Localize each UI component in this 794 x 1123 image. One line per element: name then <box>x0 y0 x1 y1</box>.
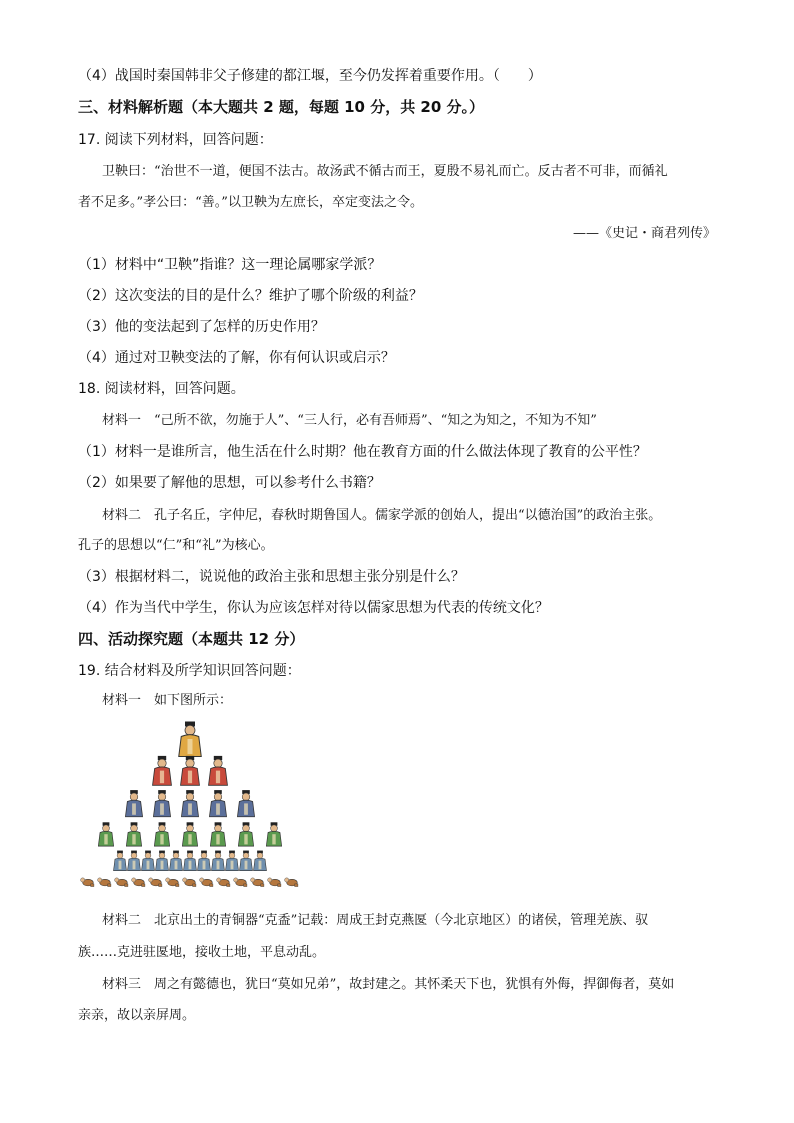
q17-item-2: （2）这次变法的目的是什么？维护了哪个阶级的利益？ <box>78 288 423 304</box>
q19-stem: 19. 结合材料及所学知识回答问题： <box>78 663 301 679</box>
q18-material-2-line-2: 孔子的思想以“仁”和“礼”为核心。 <box>78 538 274 553</box>
official-figure <box>209 790 226 817</box>
q17-item-4: （4）通过对卫鞅变法的了解，你有何认识或启示？ <box>78 350 395 366</box>
scholar-figure <box>154 822 169 846</box>
commoner-figure <box>240 851 253 871</box>
q19-material-1: 材料一 如下图所示： <box>102 693 233 708</box>
commoner-figure <box>170 851 183 871</box>
scholar-figure <box>266 822 281 846</box>
q17-material-line-2: 者不足多。”孝公曰：“善。”以卫鞅为左庶长，卒定变法之令。 <box>78 195 423 210</box>
official-figure <box>125 790 142 817</box>
noble-figure <box>181 756 200 785</box>
commoner-figure <box>128 851 141 871</box>
slave-figure <box>115 878 128 887</box>
commoner-figure <box>198 851 211 871</box>
q17-item-3: （3）他的变法起到了怎样的历史作用？ <box>78 319 325 335</box>
slave-figure <box>149 878 162 887</box>
slave-figure <box>200 878 213 887</box>
slave-figure <box>217 878 230 887</box>
slave-figure <box>81 878 94 887</box>
official-figure <box>153 790 170 817</box>
slave-figure <box>98 878 111 887</box>
slave-figure <box>285 878 298 887</box>
q18-item-2: （2）如果要了解他的思想，可以参考什么书籍？ <box>78 475 381 491</box>
commoner-figure <box>142 851 155 871</box>
q18-material-1: 材料一 “己所不欲，勿施于人”、“三人行，必有吾师焉”、“知之为知之，不知为不知” <box>102 413 597 428</box>
scholar-figure <box>238 822 253 846</box>
q19-material-2-line-2: 族……克进驻匽地，接收土地，平息动乱。 <box>78 945 326 960</box>
section-3-heading: 三、材料解析题（本大题共 2 题，每题 10 分，共 20 分。） <box>78 98 485 116</box>
section-4-heading: 四、活动探究题（本题共 12 分） <box>78 630 305 648</box>
scholar-figure <box>182 822 197 846</box>
scholar-figure <box>126 822 141 846</box>
q18-stem: 18. 阅读材料，回答问题。 <box>78 381 245 397</box>
q19-material-3-line-2: 亲亲，故以亲屏周。 <box>78 1008 196 1023</box>
scholar-figure <box>210 822 225 846</box>
q18-item-3: （3）根据材料二，说说他的政治主张和思想主张分别是什么？ <box>78 569 465 585</box>
official-figure <box>237 790 254 817</box>
scholar-figure <box>98 822 113 846</box>
official-figure <box>181 790 198 817</box>
commoner-figure <box>156 851 169 871</box>
q16-item-4: （4）战国时秦国韩非父子修建的都江堰，至今仍发挥着重要作用。（ ） <box>78 68 542 84</box>
q19-material-3-line-1: 材料三 周之有懿德也，犹曰“莫如兄弟”，故封建之。其怀柔天下也，犹惧有外侮，捍御侮者，莫如 <box>102 977 675 992</box>
slave-figure <box>251 878 264 887</box>
feudal-hierarchy-pyramid-illustration <box>74 718 306 898</box>
commoner-figure <box>114 851 127 871</box>
commoner-figure <box>254 851 267 871</box>
slave-figure <box>234 878 247 887</box>
slave-figure <box>268 878 281 887</box>
slave-figure <box>132 878 145 887</box>
q17-stem: 17. 阅读下列材料，回答问题： <box>78 132 273 148</box>
commoner-figure <box>212 851 225 871</box>
q17-source: ——《史记・商君列传》 <box>572 226 716 241</box>
q19-material-2-line-1: 材料二 北京出土的青铜器“克盉”记载：周成王封克燕匽（今北京地区）的诸侯，管理羌族、驭 <box>102 913 649 928</box>
king-figure <box>179 722 202 757</box>
q18-item-1: （1）材料一是谁所言，他生活在什么时期？他在教育方面的什么做法体现了教育的公平性？ <box>78 444 647 460</box>
noble-figure <box>209 756 228 785</box>
commoner-figure <box>184 851 197 871</box>
q18-item-4: （4）作为当代中学生，你认为应该怎样对待以儒家思想为代表的传统文化？ <box>78 600 549 616</box>
q17-item-1: （1）材料中“卫鞅”指谁？这一理论属哪家学派？ <box>78 257 382 273</box>
slave-figure <box>166 878 179 887</box>
commoner-figure <box>226 851 239 871</box>
q17-material-line-1: 卫鞅曰：“治世不一道，便国不法古。故汤武不循古而王，夏殷不易礼而亡。反古者不可非，而循礼 <box>102 164 668 179</box>
slave-figure <box>183 878 196 887</box>
q18-material-2-line-1: 材料二 孔子名丘，字仲尼，春秋时期鲁国人。儒家学派的创始人，提出“以德治国”的政治主张。 <box>102 508 662 523</box>
noble-figure <box>153 756 172 785</box>
